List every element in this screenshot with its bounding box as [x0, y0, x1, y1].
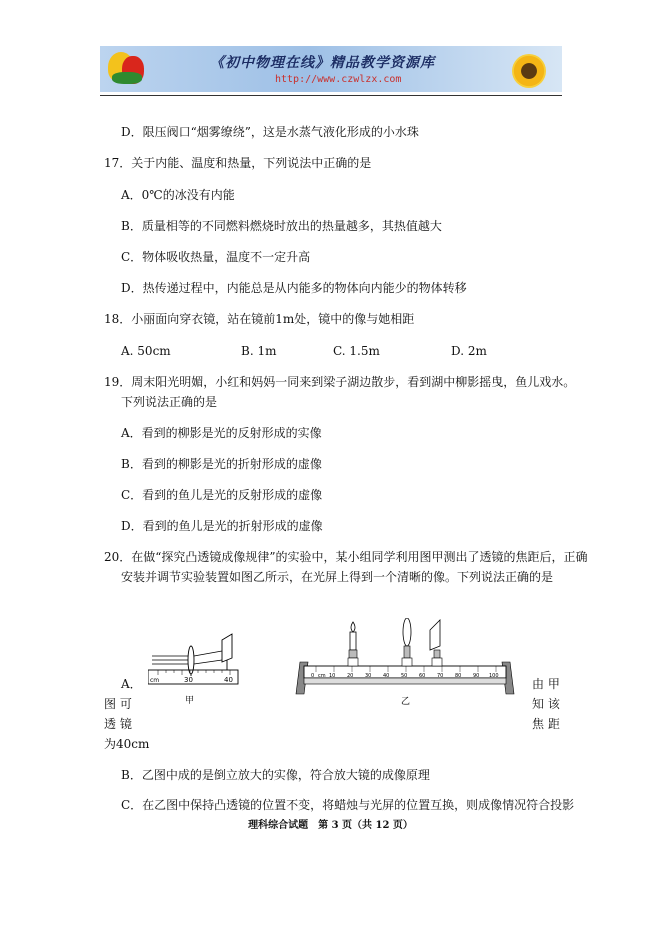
- sunflower-icon: [512, 54, 546, 88]
- q19-option-d: D．看到的鱼儿是光的折射形成的虚像: [121, 519, 323, 533]
- yi-scale-label-30: 30: [365, 673, 372, 679]
- q20-option-a-line4: 为40cm: [104, 737, 150, 751]
- q18-option-b: B. 1m: [241, 344, 277, 358]
- q20-stem-line1: 20．在做“探究凸透镜成像规律”的实验中，某小组同学利用图甲测出了透镜的焦距后，正确: [104, 550, 588, 564]
- logo-green-shape: [112, 72, 142, 84]
- yi-scale-label-10: 10: [329, 673, 336, 679]
- yi-caption: 乙: [401, 697, 411, 707]
- lens-experiment-figure: [148, 618, 520, 708]
- q19-stem-line2: 下列说法正确的是: [121, 395, 218, 409]
- q20-option-a-line3-left: 透 镜: [104, 717, 132, 731]
- yi-scale-label-60: 60: [419, 673, 426, 679]
- jia-scale-label-30: 30: [184, 676, 193, 684]
- yi-scale-label-40: 40: [383, 673, 390, 679]
- yi-scale-label-0: 0: [311, 673, 315, 679]
- q18-option-c: C. 1.5m: [333, 344, 380, 358]
- q17-stem: 17．关于内能、温度和热量，下列说法中正确的是: [104, 156, 372, 170]
- q17-option-d: D．热传递过程中，内能总是从内能多的物体向内能少的物体转移: [121, 281, 467, 295]
- q20-option-a-line3-right: 焦 距: [532, 717, 560, 731]
- page-footer: 理科综合试题 第 3 页（共 12 页）: [248, 820, 413, 831]
- candle-icon: [348, 622, 358, 666]
- header-rule: [100, 95, 562, 96]
- figure-jia: [148, 634, 238, 706]
- q17-option-b: B．质量相等的不同燃料燃烧时放出的热量越多，其热值越大: [121, 219, 442, 233]
- q17-option-c: C．物体吸收热量，温度不一定升高: [121, 250, 311, 264]
- q20-option-a-line2-left: 图 可: [104, 697, 132, 711]
- q18-stem: 18．小丽面向穿衣镜，站在镜前1m处，镜中的像与她相距: [104, 312, 415, 326]
- light-screen-icon: [430, 620, 442, 666]
- q20-option-c: C．在乙图中保持凸透镜的位置不变，将蜡烛与光屏的位置互换，则成像情况符合投影: [121, 798, 575, 812]
- q19-option-c: C．看到的鱼儿是光的反射形成的虚像: [121, 488, 323, 502]
- q20-stem-line2: 安装并调节实验装置如图乙所示，在光屏上得到一个清晰的像。下列说法正确的是: [121, 570, 554, 584]
- yi-scale-label-100: 100: [489, 673, 499, 679]
- q20-option-a-line2-right: 知 该: [532, 697, 560, 711]
- q19-option-a: A．看到的柳影是光的反射形成的实像: [121, 426, 322, 440]
- q19-stem-line1: 19．周末阳光明媚，小红和妈妈一同来到梁子湖边散步，看到湖中柳影摇曳，鱼儿戏水。: [104, 375, 576, 389]
- yi-scale-label-90: 90: [473, 673, 480, 679]
- header-banner: [100, 46, 562, 92]
- q19-option-b: B．看到的柳影是光的折射形成的虚像: [121, 457, 322, 471]
- banner-title: 《初中物理在线》精品教学资源库: [210, 55, 435, 71]
- q18-option-d: D. 2m: [451, 344, 487, 358]
- yi-scale-label-80: 80: [455, 673, 462, 679]
- yi-scale-label-50: 50: [401, 673, 408, 679]
- q16-option-d: D．限压阀口“烟雾缭绕”，这是水蒸气液化形成的小水珠: [121, 125, 419, 139]
- q18-option-a: A. 50cm: [121, 344, 171, 358]
- q17-option-a: A．0℃的冰没有内能: [121, 188, 235, 202]
- q20-option-a-line1-right: 由 甲: [532, 677, 560, 691]
- jia-caption: 甲: [185, 696, 195, 706]
- figure-yi: [296, 618, 514, 707]
- yi-scale-label-unit: cm: [318, 673, 326, 679]
- convex-lens-icon: [402, 618, 412, 666]
- banner-url: http://www.czwlzx.com: [275, 74, 402, 85]
- yi-scale-label-20: 20: [347, 673, 354, 679]
- yi-scale-label-70: 70: [437, 673, 444, 679]
- jia-scale-label-unit: cm: [150, 677, 160, 684]
- q20-option-b: B．乙图中成的是倒立放大的实像，符合放大镜的成像原理: [121, 768, 430, 782]
- q20-option-a-mark: A．: [121, 677, 142, 691]
- jia-scale-label-40: 40: [224, 676, 233, 684]
